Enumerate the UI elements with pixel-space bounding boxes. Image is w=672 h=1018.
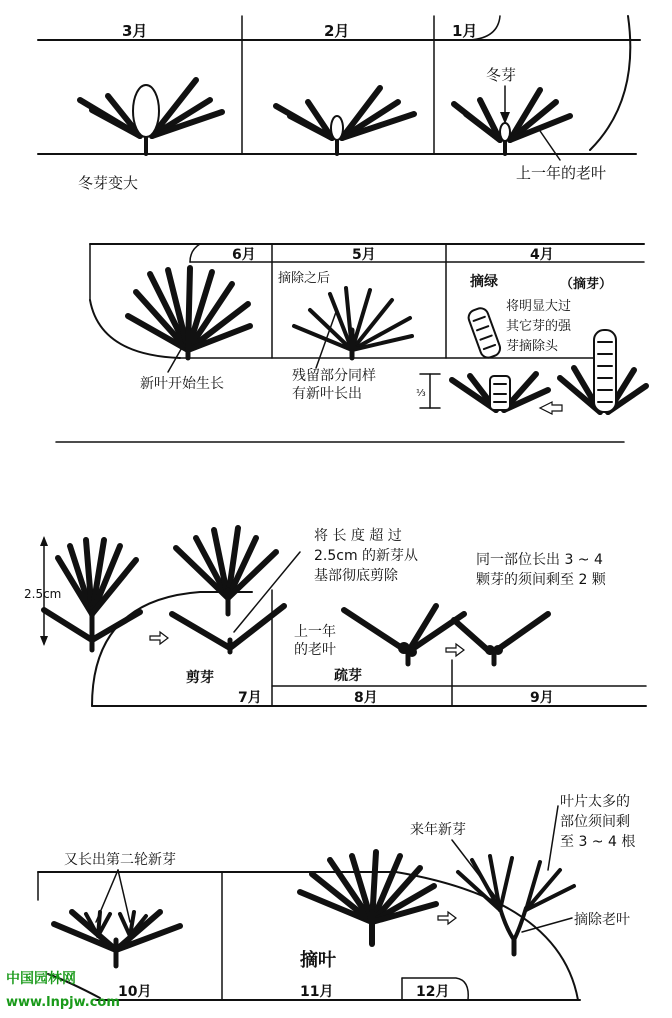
- label-fraction: ⅓: [416, 388, 426, 399]
- pine-shoot-october: [54, 912, 180, 966]
- month-label-9: 9月: [530, 690, 554, 706]
- label-pick-note-3: 芽摘除头: [506, 339, 559, 354]
- pine-shoot-february: [276, 88, 414, 154]
- label-new-leaf: 新叶开始生长: [140, 376, 224, 392]
- month-label-5: 5月: [352, 247, 376, 263]
- pine-shoot-large-bud: [80, 80, 222, 154]
- label-cut-note-1: 将 长 度 超 过: [314, 528, 402, 544]
- month-label-12: 12月: [416, 984, 450, 1000]
- winter-bud-arrow-head: [500, 112, 510, 124]
- label-winter-bud: 冬芽: [486, 66, 517, 84]
- april-arrow-icon: [540, 402, 562, 414]
- label-pick-title: 摘绿: [470, 274, 498, 290]
- label-measure: 2.5cm: [24, 587, 62, 601]
- label-second-round: 又长出第二轮新芽: [64, 852, 176, 868]
- pine-shoot-cut: [172, 528, 284, 652]
- watermark-url: www.lnpjw.com: [6, 995, 120, 1010]
- removed-bud-segment: [466, 306, 502, 360]
- label-old-leaf-1: 上一年: [294, 624, 336, 640]
- month-label-11: 11月: [300, 984, 334, 1000]
- label-cut-note-3: 基部彻底剪除: [314, 568, 398, 584]
- panel-4: [38, 793, 635, 1000]
- label-next-year: 来年新芽: [410, 822, 466, 838]
- remove-old-pointer: [522, 918, 572, 932]
- panel-2: [90, 244, 646, 414]
- label-pick-bud: （摘芽）: [560, 277, 613, 292]
- panel-1: [38, 16, 640, 192]
- old-leaf-pointer: [538, 128, 560, 160]
- month-label-6: 6月: [232, 247, 256, 263]
- label-pick-note-1: 将明显大过: [506, 299, 572, 314]
- label-remaining-1: 残留部分同样: [292, 368, 376, 384]
- label-too-many-2: 部位须间剩: [560, 814, 630, 830]
- label-remaining-2: 有新叶长出: [292, 386, 362, 402]
- month-label-10: 10月: [118, 984, 152, 1000]
- label-same-spot-1: 同一部位长出 3 ~ 4: [476, 552, 603, 568]
- pine-shoot-april-cut: [452, 374, 548, 410]
- panel-3: [24, 527, 646, 706]
- label-thin-bud: 疏芽: [334, 668, 362, 684]
- month-label-4: 4月: [530, 247, 554, 263]
- label-cut-bud: 剪芽: [186, 670, 214, 686]
- month-label-2: 2月: [324, 22, 350, 40]
- pine-shoot-january: [454, 90, 570, 154]
- month-label-3: 3月: [122, 22, 148, 40]
- label-too-many-1: 叶片太多的: [560, 794, 630, 810]
- label-after-pick: 摘除之后: [278, 271, 331, 286]
- label-bud-grow: 冬芽变大: [78, 174, 139, 192]
- pine-shoot-september: [454, 614, 548, 664]
- label-same-spot-2: 颗芽的须间剩至 2 颗: [476, 572, 606, 588]
- month-label-7: 7月: [238, 690, 262, 706]
- label-old-leaf-2: 的老叶: [294, 642, 336, 658]
- august-arrow-icon: [446, 644, 464, 656]
- pine-shoot-november: [300, 852, 436, 944]
- label-too-many-3: 至 3 ~ 4 根: [560, 834, 636, 850]
- pine-shoot-april-full: [560, 330, 646, 412]
- pine-shoot-may: [294, 288, 412, 358]
- label-pick-leaf: 摘叶: [300, 950, 336, 971]
- watermark-line-1: 中国园林网: [6, 971, 76, 987]
- label-cut-note-2: 2.5cm 的新芽从: [314, 548, 419, 564]
- month-label-8: 8月: [354, 690, 378, 706]
- july-arrow-icon: [150, 632, 168, 644]
- november-arrow-icon: [438, 912, 456, 924]
- label-remove-old: 摘除老叶: [574, 912, 630, 928]
- label-old-leaf: 上一年的老叶: [516, 164, 607, 182]
- label-pick-note-2: 其它芽的强: [506, 319, 572, 334]
- month-label-1: 1月: [452, 22, 478, 40]
- pine-shoot-june: [128, 268, 250, 358]
- too-many-pointer: [548, 806, 558, 870]
- pine-shoot-thinning: [344, 606, 464, 664]
